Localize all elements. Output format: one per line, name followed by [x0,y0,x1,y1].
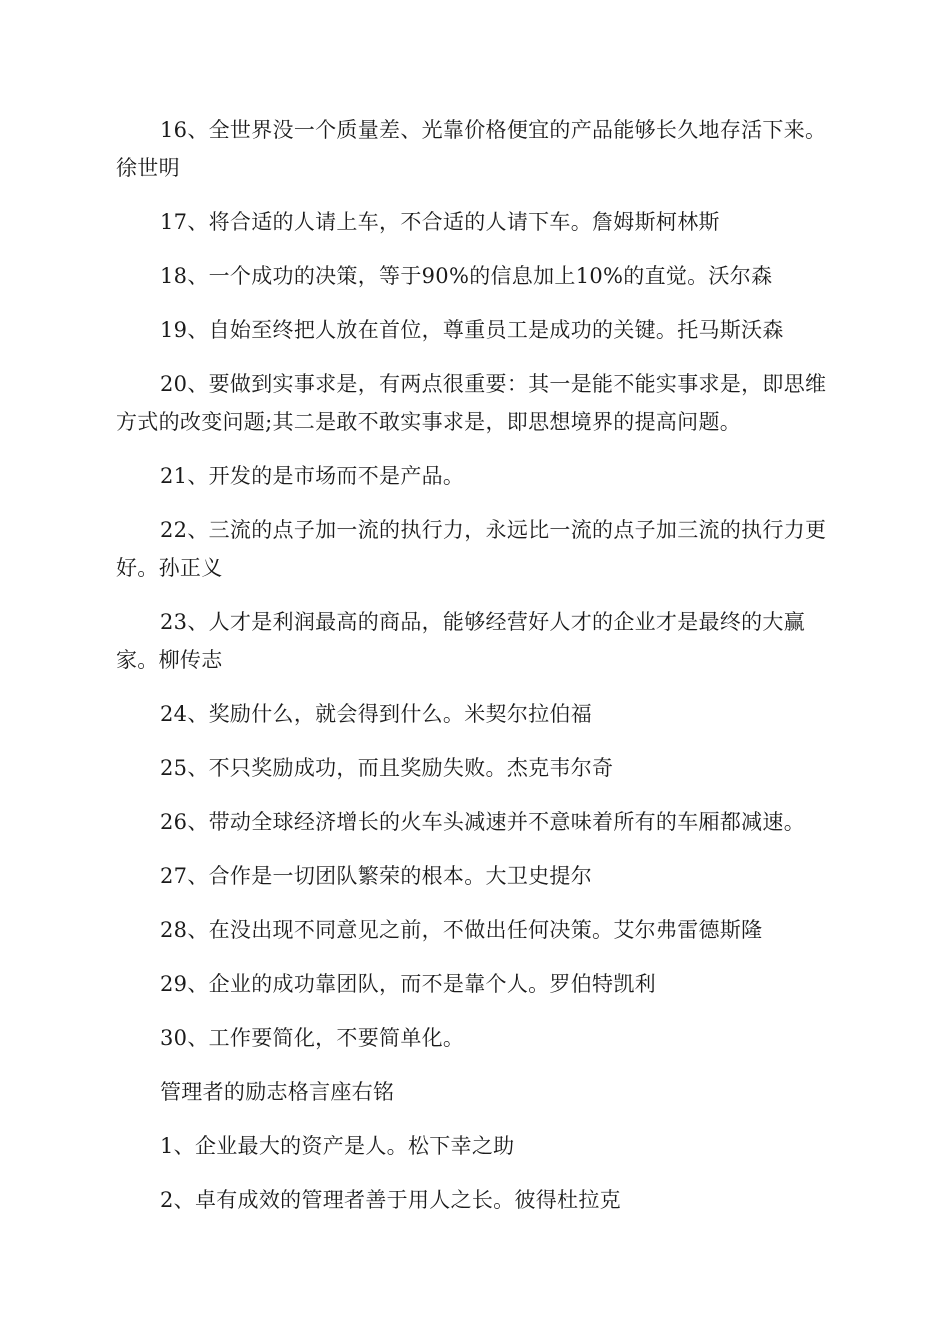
paragraph-18: 18、一个成功的决策，等于90%的信息加上10%的直觉。沃尔森 [160,264,773,288]
paragraph-29: 29、企业的成功靠团队，而不是靠个人。罗伯特凯利 [160,972,656,996]
paragraph-23: 23、人才是利润最高的商品，能够经营好人才的企业才是最终的大赢家。柳传志 [116,610,806,672]
paragraph-30: 30、工作要简化，不要简单化。 [160,1026,465,1050]
paragraph-21: 21、开发的是市场而不是产品。 [160,464,465,488]
paragraph-26: 26、带动全球经济增长的火车头减速并不意味着所有的车厢都减速。 [160,810,806,834]
paragraph-19: 19、自始至终把人放在首位，尊重员工是成功的关键。托马斯沃森 [160,318,784,342]
paragraph-16: 16、全世界没一个质量差、光靠价格便宜的产品能够长久地存活下来。徐世明 [116,118,827,180]
paragraph-2: 2、卓有成效的管理者善于用人之长。彼得杜拉克 [160,1188,621,1212]
paragraph-1: 1、企业最大的资产是人。松下幸之助 [160,1134,515,1158]
paragraph-22: 22、三流的点子加一流的执行力，永远比一流的点子加三流的执行力更好。孙正义 [116,518,827,580]
paragraph-24: 24、奖励什么，就会得到什么。米契尔拉伯福 [160,702,593,726]
paragraph-28: 28、在没出现不同意见之前，不做出任何决策。艾尔弗雷德斯隆 [160,918,763,942]
section-heading: 管理者的励志格言座右铭 [160,1080,395,1104]
paragraph-17: 17、将合适的人请上车，不合适的人请下车。詹姆斯柯林斯 [160,210,720,234]
paragraph-25: 25、不只奖励成功，而且奖励失败。杰克韦尔奇 [160,756,614,780]
paragraph-27: 27、合作是一切团队繁荣的根本。大卫史提尔 [160,864,593,888]
paragraph-20: 20、要做到实事求是，有两点很重要：其一是能不能实事求是，即思维方式的改变问题;其二是敢不敢实事求是，即思想境界的提高问题。 [116,372,827,434]
